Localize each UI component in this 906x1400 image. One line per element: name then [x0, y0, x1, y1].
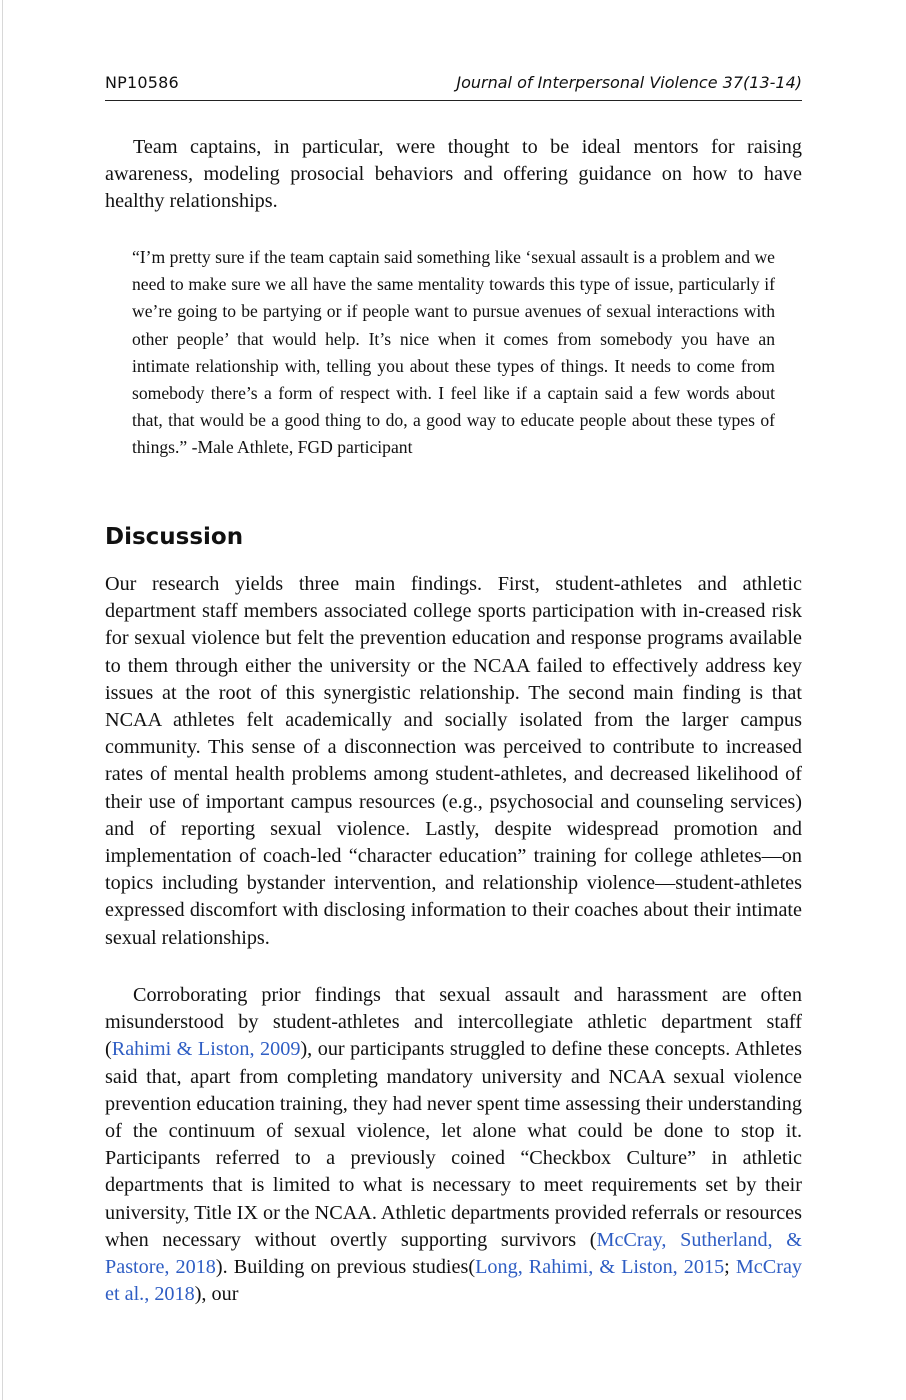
citation-link[interactable]: Rahimi & Liston, 2009 [111, 1038, 301, 1061]
paragraph-text: ). Building on previous studies( [215, 1256, 476, 1279]
intro-paragraph: Team captains, in particular, were thought to be ideal mentors for raising awareness, modeling prosocial behaviors and offering guidance on how to have healthy relationships. [105, 136, 802, 213]
paragraph-text: ), our participants struggled to define these concepts. Athletes said that, apart from completing mandatory university and NCAA sexual violence prevention education training, they had never spent time assessing their understanding of the continuum of sexual violence, let alone what could be done to stop it. Participants referred to a previously coined “Checkbox Culture” in athletic departments that is limited to what is necessary to meet requirements set by their university, Title IX or the NCAA. Athletic departments provided referrals or resources when necessary without overtly supporting survivors ( [105, 1038, 802, 1251]
paragraph-text: Corroborating prior findings that sexual assault and harassment are often misunderstood by student-athletes and intercollegiate athletic department staff ( [105, 984, 802, 1061]
discussion-paragraph-1: Our research yields three main findings. First, student-athletes and athletic department staff members associated college sports participation with in-creased risk for sexual violence but felt the prevention education and response programs available to them through either the university or the NCAA failed to effectively address key issues at the root of this synergistic relationship. The second main finding is that NCAA athletes felt academically and socially isolated from the larger campus community. This sense of a disconnection was perceived to contribute to increased rates of mental health problems among student-athletes, and decreased likelihood of their use of important campus resources (e.g., psychosocial and counseling services) and of reporting sexual violence. Lastly, despite widespread promotion and implementation of coach-led “character education” training for college athletes—on topics including bystander intervention, and relationship violence—student-athletes expressed discomfort with disclosing information to their coaches about their intimate sexual relationships. [105, 573, 802, 949]
section-heading-discussion: Discussion [105, 524, 244, 550]
citation-link[interactable]: McCray, Sutherland, & Pastore, 2018 [105, 1228, 803, 1279]
citation-link[interactable]: McCray et al., 2018 [105, 1256, 802, 1306]
citation-link[interactable]: Long, Rahimi, & Liston, 2015 [475, 1256, 725, 1279]
page-edge-divider [2, 0, 3, 1400]
paragraph-text: ), our [194, 1283, 239, 1306]
paragraph-text: ; [724, 1256, 736, 1279]
block-quote: “I’m pretty sure if the team captain said something like ‘sexual assault is a problem and we need to make sure we all have the same mentality towards this type of issue, particularly if we’re going to be partying or if people want to pursue avenues of sexual interactions with other people’ that would help. It’s nice when it comes from somebody you have an intimate relationship with, telling you about these types of things. It needs to come from somebody there’s a form of respect with. I feel like if a captain said a few words about that, that would be a good thing to do, a good way to educate people about these types of things.” -Male Athlete, FGD participant [132, 247, 775, 458]
article-id: NP10586 [105, 73, 179, 92]
journal-citation: Journal of Interpersonal Violence 37(13-14) [456, 73, 802, 92]
running-header [105, 70, 802, 101]
discussion-paragraph-2 [105, 982, 802, 1308]
